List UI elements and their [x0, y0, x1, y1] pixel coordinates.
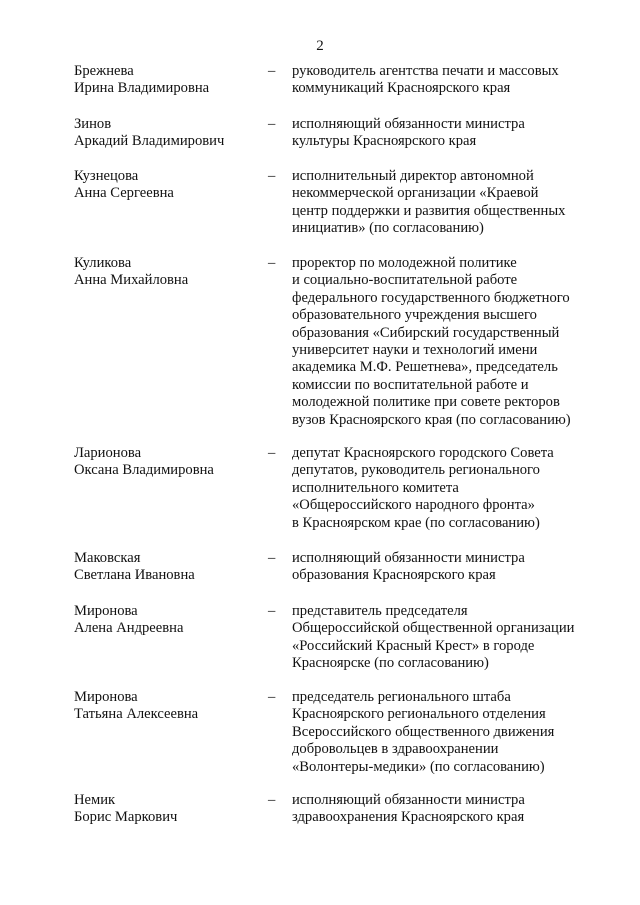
person-name	[74, 445, 254, 480]
role-line: проректор по молодежной политике	[292, 255, 517, 271]
role-line: «Волонтеры-медики» (по согласованию)	[292, 758, 545, 775]
role-line: депутатов, руководитель регионального	[292, 462, 540, 479]
role-line: «Российский Красный Крест» в городе	[292, 637, 535, 654]
position-description	[292, 116, 592, 151]
person-name	[74, 550, 254, 585]
dash: –	[268, 792, 276, 808]
role-line: федерального государственного бюджетного	[292, 289, 570, 306]
role-line: представитель председателя	[292, 603, 468, 619]
surname: Миронова	[74, 603, 138, 619]
role-line: молодежной политике при совете ректоров	[292, 394, 560, 411]
role-line: университет науки и технологий имени	[292, 342, 538, 359]
surname: Ларионова	[74, 445, 142, 461]
person-name	[74, 168, 254, 203]
surname: Немик	[74, 792, 116, 808]
role-line: центр поддержки и развития общественных	[292, 202, 566, 219]
person-name	[74, 63, 254, 98]
surname: Миронова	[74, 689, 138, 705]
dash: –	[268, 445, 276, 461]
role-line: академика М.Ф. Решетнева», председатель	[292, 359, 558, 376]
dash: –	[268, 255, 276, 271]
surname: Брежнева	[74, 63, 134, 79]
position-description	[292, 550, 592, 585]
dash: –	[268, 63, 276, 79]
given-name: Алена Андреевна	[74, 620, 184, 637]
surname: Кузнецова	[74, 168, 139, 184]
dash: –	[268, 689, 276, 705]
given-name: Ирина Владимировна	[74, 80, 210, 97]
given-name: Оксана Владимировна	[74, 462, 214, 479]
role-line: в Красноярском крае (по согласованию)	[292, 514, 540, 531]
role-line: председатель регионального штаба	[292, 689, 511, 705]
role-line: добровольцев в здравоохранении	[292, 741, 499, 758]
role-line: Всероссийского общественного движения	[292, 723, 555, 740]
given-name: Аркадий Владимирович	[74, 133, 225, 150]
role-line: культуры Красноярского края	[292, 133, 477, 150]
role-line: исполнительный директор автономной	[292, 168, 534, 184]
position-description	[292, 255, 592, 429]
role-line: образования «Сибирский государственный	[292, 324, 560, 341]
role-line: Красноярске (по согласованию)	[292, 655, 489, 672]
person-name	[74, 603, 254, 638]
role-line: образовательного учреждения высшего	[292, 307, 537, 324]
role-line: инициатив» (по согласованию)	[292, 220, 484, 237]
position-description	[292, 603, 592, 673]
role-line: руководитель агентства печати и массовых	[292, 63, 559, 79]
given-name: Борис Маркович	[74, 809, 178, 826]
role-line: исполняющий обязанности министра	[292, 550, 525, 566]
role-line: Общероссийской общественной организации	[292, 620, 575, 637]
role-line: здравоохранения Красноярского края	[292, 809, 525, 826]
role-line: комиссии по воспитательной работе и	[292, 376, 529, 393]
dash: –	[268, 168, 276, 184]
position-description	[292, 445, 592, 532]
position-description	[292, 792, 592, 827]
surname: Маковская	[74, 550, 141, 566]
role-line: образования Красноярского края	[292, 567, 496, 584]
role-line: исполняющий обязанности министра	[292, 792, 525, 808]
role-line: Красноярского регионального отделения	[292, 706, 546, 723]
position-description	[292, 63, 592, 98]
role-line: депутат Красноярского городского Совета	[292, 445, 554, 461]
dash: –	[268, 603, 276, 619]
dash: –	[268, 116, 276, 132]
position-description	[292, 689, 592, 776]
role-line: «Общероссийского народного фронта»	[292, 497, 535, 514]
person-name	[74, 689, 254, 724]
given-name: Светлана Ивановна	[74, 567, 195, 584]
person-name	[74, 792, 254, 827]
person-name	[74, 116, 254, 151]
role-line: вузов Красноярского края (по согласованию)	[292, 411, 571, 428]
page-number: 2	[316, 38, 324, 54]
role-line: исполнительного комитета	[292, 479, 459, 496]
given-name: Анна Сергеевна	[74, 185, 174, 202]
surname: Куликова	[74, 255, 132, 271]
role-line: некоммерческой организации «Краевой	[292, 185, 539, 202]
role-line: исполняющий обязанности министра	[292, 116, 525, 132]
given-name: Татьяна Алексеевна	[74, 706, 199, 723]
surname: Зинов	[74, 116, 112, 132]
dash: –	[268, 550, 276, 566]
position-description	[292, 168, 592, 238]
role-line: и социально-воспитательной работе	[292, 272, 518, 289]
person-name	[74, 255, 254, 290]
given-name: Анна Михайловна	[74, 272, 189, 289]
role-line: коммуникаций Красноярского края	[292, 80, 511, 97]
